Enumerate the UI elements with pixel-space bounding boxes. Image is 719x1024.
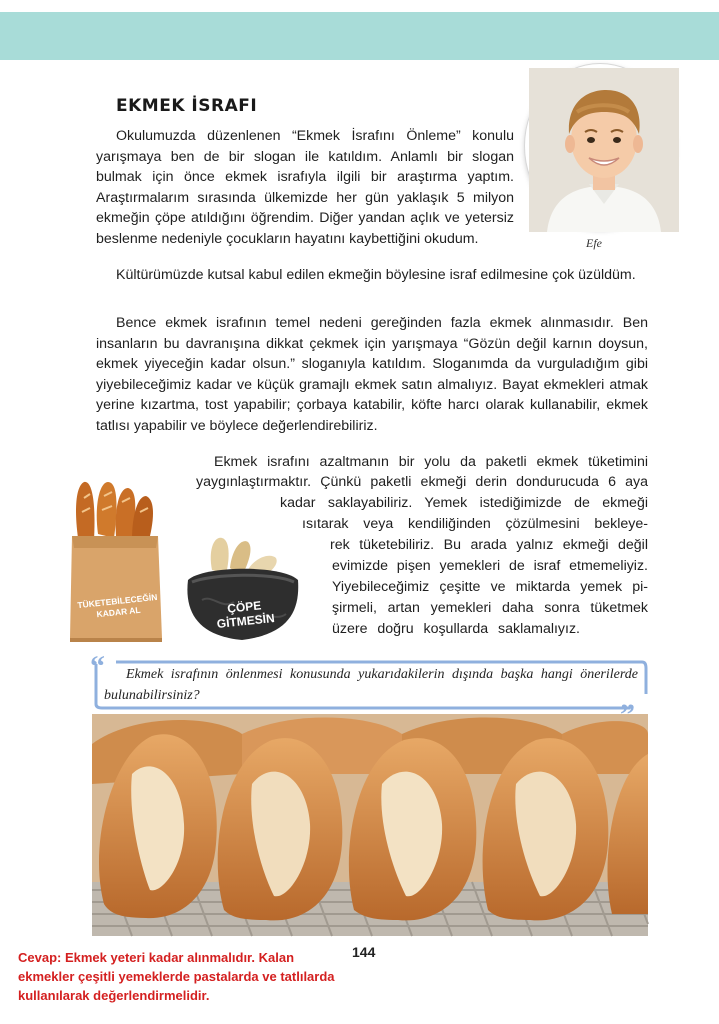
page-number: 144 [352, 944, 376, 960]
paragraph-4-line: kadar saklayabiliriz. Yemek istediğimizde de ekmeği [280, 495, 648, 511]
portrait-caption: Efe [586, 236, 602, 250]
paragraph-4-line: Ekmek israfını azaltmanın bir yolu da paketli ekmek tüketimini [214, 454, 648, 470]
paragraph-4-line: yaygınlaştırmaktır. Çünkü paketli ekmeği derin dondurucuda 6 aya [196, 474, 648, 490]
answer-text: Cevap: Ekmek yeteri kadar alınmalıdır. Kalan ekmekler çeşitli yemeklerde pastalarda ve tatlılarda kullanılarak değerlendirmelidir. [18, 950, 335, 1003]
trash-label: ÇÖPE GİTMESİN [216, 598, 276, 631]
paragraph-4-line: ısıtarak veya kendiliğinden çözülmesini bekleye- [302, 516, 648, 532]
paragraph-4-line: şirmeli, artan yemekleri daha sonra tüketmek [332, 600, 648, 616]
paragraph-4-line: rek tüketebiliriz. Bu arada yalnız ekmeği değil [330, 537, 648, 553]
paragraph-2: Kültürümüzde kutsal kabul edilen ekmeğin böylesine israf edilmesine çok üzüldüm. [116, 267, 636, 283]
paragraph-4-line: evimizde pişen yemekleri de israf etmemeliyiz. [332, 558, 648, 574]
header-band [0, 0, 719, 60]
paragraph-1: Okulumuzda düzenlenen “Ekmek İsrafını Önleme” konulu yarışmaya ben de bir slogan ile katıldım. Anlamlı bir slogan bulmak için önce ekmek israfıyla ilgili bir araştırma yaptım. Araştırmalarım sırasında ülkemizde her gün yaklaşık 5 milyon ekmeğin çöpe atıldığını öğrendim. Diğer yandan açlık ve yetersiz beslenme nedeniyle çocukların hayatını kaybettiğini okudum. [96, 128, 514, 247]
open-quote-icon: “ [90, 650, 105, 683]
paragraph-4-line: üzere doğru koşullarda saklamalıyız. [332, 621, 580, 637]
portrait-photo [525, 64, 675, 228]
bread-loaves-photo [92, 714, 648, 936]
header-teal-strip [0, 12, 719, 60]
bag-label: TÜKETEBİLECEĞİN KADAR AL [76, 591, 158, 620]
question-text: Ekmek israfının önlenmesi konusunda yukarıdakilerin dışında başka hangi önerilerde bulunabilirsiniz? [104, 667, 638, 703]
paragraph-3: Bence ekmek israfının temel nedeni gereğinden fazla ekmek alınmasıdır. Ben insanların bu davranışına dikkat çekmek için yarışmaya “Gözün değil karnın doysun, ekmek yiyeceğin kadar olsun.” sloganıyla katıldım. Sloganımda da vurguladığım gibi yiyebileceğimiz kadar ve küçük gramajlı ekmek satın almalıyız. Bayat ekmekleri atmak yerine kızartma, tost yapabilir; çorbaya katabilir, köfte harcı olarak kullanabilir, ekmek tatlısı yapabilir ve böylece değerlendirebiliriz. [96, 315, 648, 434]
paragraph-4-line: Yiyebileceğimiz çeşitte ve miktarda yemek pi- [332, 579, 648, 595]
section-title: EKMEK İSRAFI [116, 96, 258, 116]
boy-portrait-illustration [529, 68, 679, 232]
